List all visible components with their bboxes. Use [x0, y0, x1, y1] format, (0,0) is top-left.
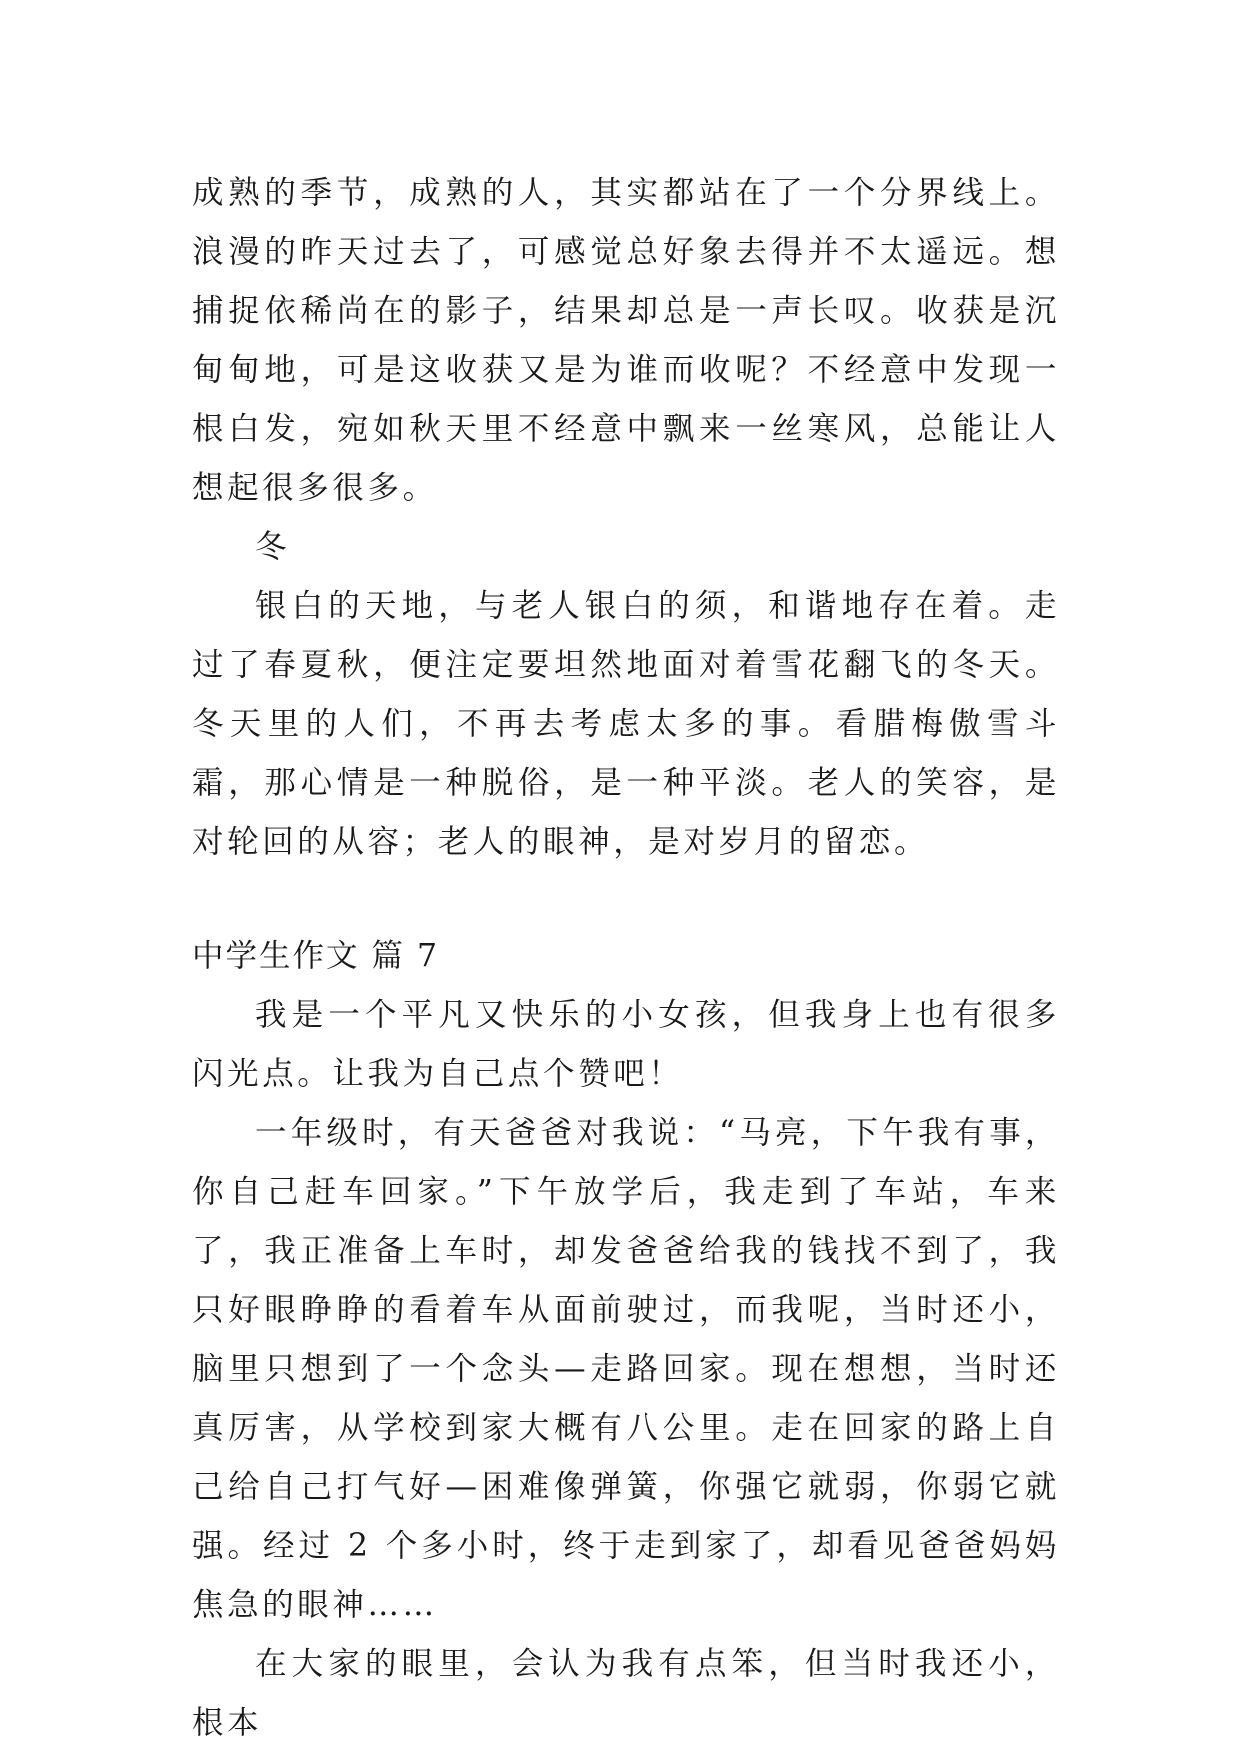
paragraph-story: 一年级时，有天爸爸对我说：“马亮，下午我有事，你自己赶车回家。”下午放学后，我走到了车站，车来了，我正准备上车时，却发爸爸给我的钱找不到了，我只好眼睁睁的看着车从面前驶过，而我呢，当时还小，脑里只想到了一个念头—走路回家。现在想想，当时还真厉害，从学校到家大概有八公里。走在回家的路上自己给自己打气好—困难像弹簧，你强它就弱，你弱它就强。经过 2 个多小时，终于走到家了，却看见爸爸妈妈焦急的眼神…… [192, 1115, 1060, 1623]
document-page [192, 164, 1060, 1753]
essay-heading-7: 中学生作文 篇 7 [192, 938, 440, 974]
paragraph-autumn-continued: 成熟的季节，成熟的人，其实都站在了一个分界线上。浪漫的昨天过去了，可感觉总好象去得并不太遥远。想捕捉依稀尚在的影子，结果却总是一声长叹。收获是沉甸甸地，可是这收获又是为谁而收呢？不经意中发现一根白发，宛如秋天里不经意中飘来一丝寒风，总能让人想起很多很多。 [192, 175, 1060, 506]
paragraph-intro: 我是一个平凡又快乐的小女孩，但我身上也有很多闪光点。让我为自己点个赞吧！ [192, 997, 1060, 1092]
paragraph-winter: 银白的天地，与老人银白的须，和谐地存在着。走过了春夏秋，便注定要坦然地面对着雪花翻飞的冬天。冬天里的人们，不再去考虑太多的事。看腊梅傲雪斗霜，那心情是一种脱俗，是一种平淡。老人的笑容，是对轮回的从容；老人的眼神，是对岁月的留恋。 [192, 588, 1060, 860]
paragraph-ending: 在大家的眼里，会认为我有点笨，但当时我还小，根本 [192, 1646, 1060, 1741]
section-title-winter: 冬 [255, 529, 291, 565]
